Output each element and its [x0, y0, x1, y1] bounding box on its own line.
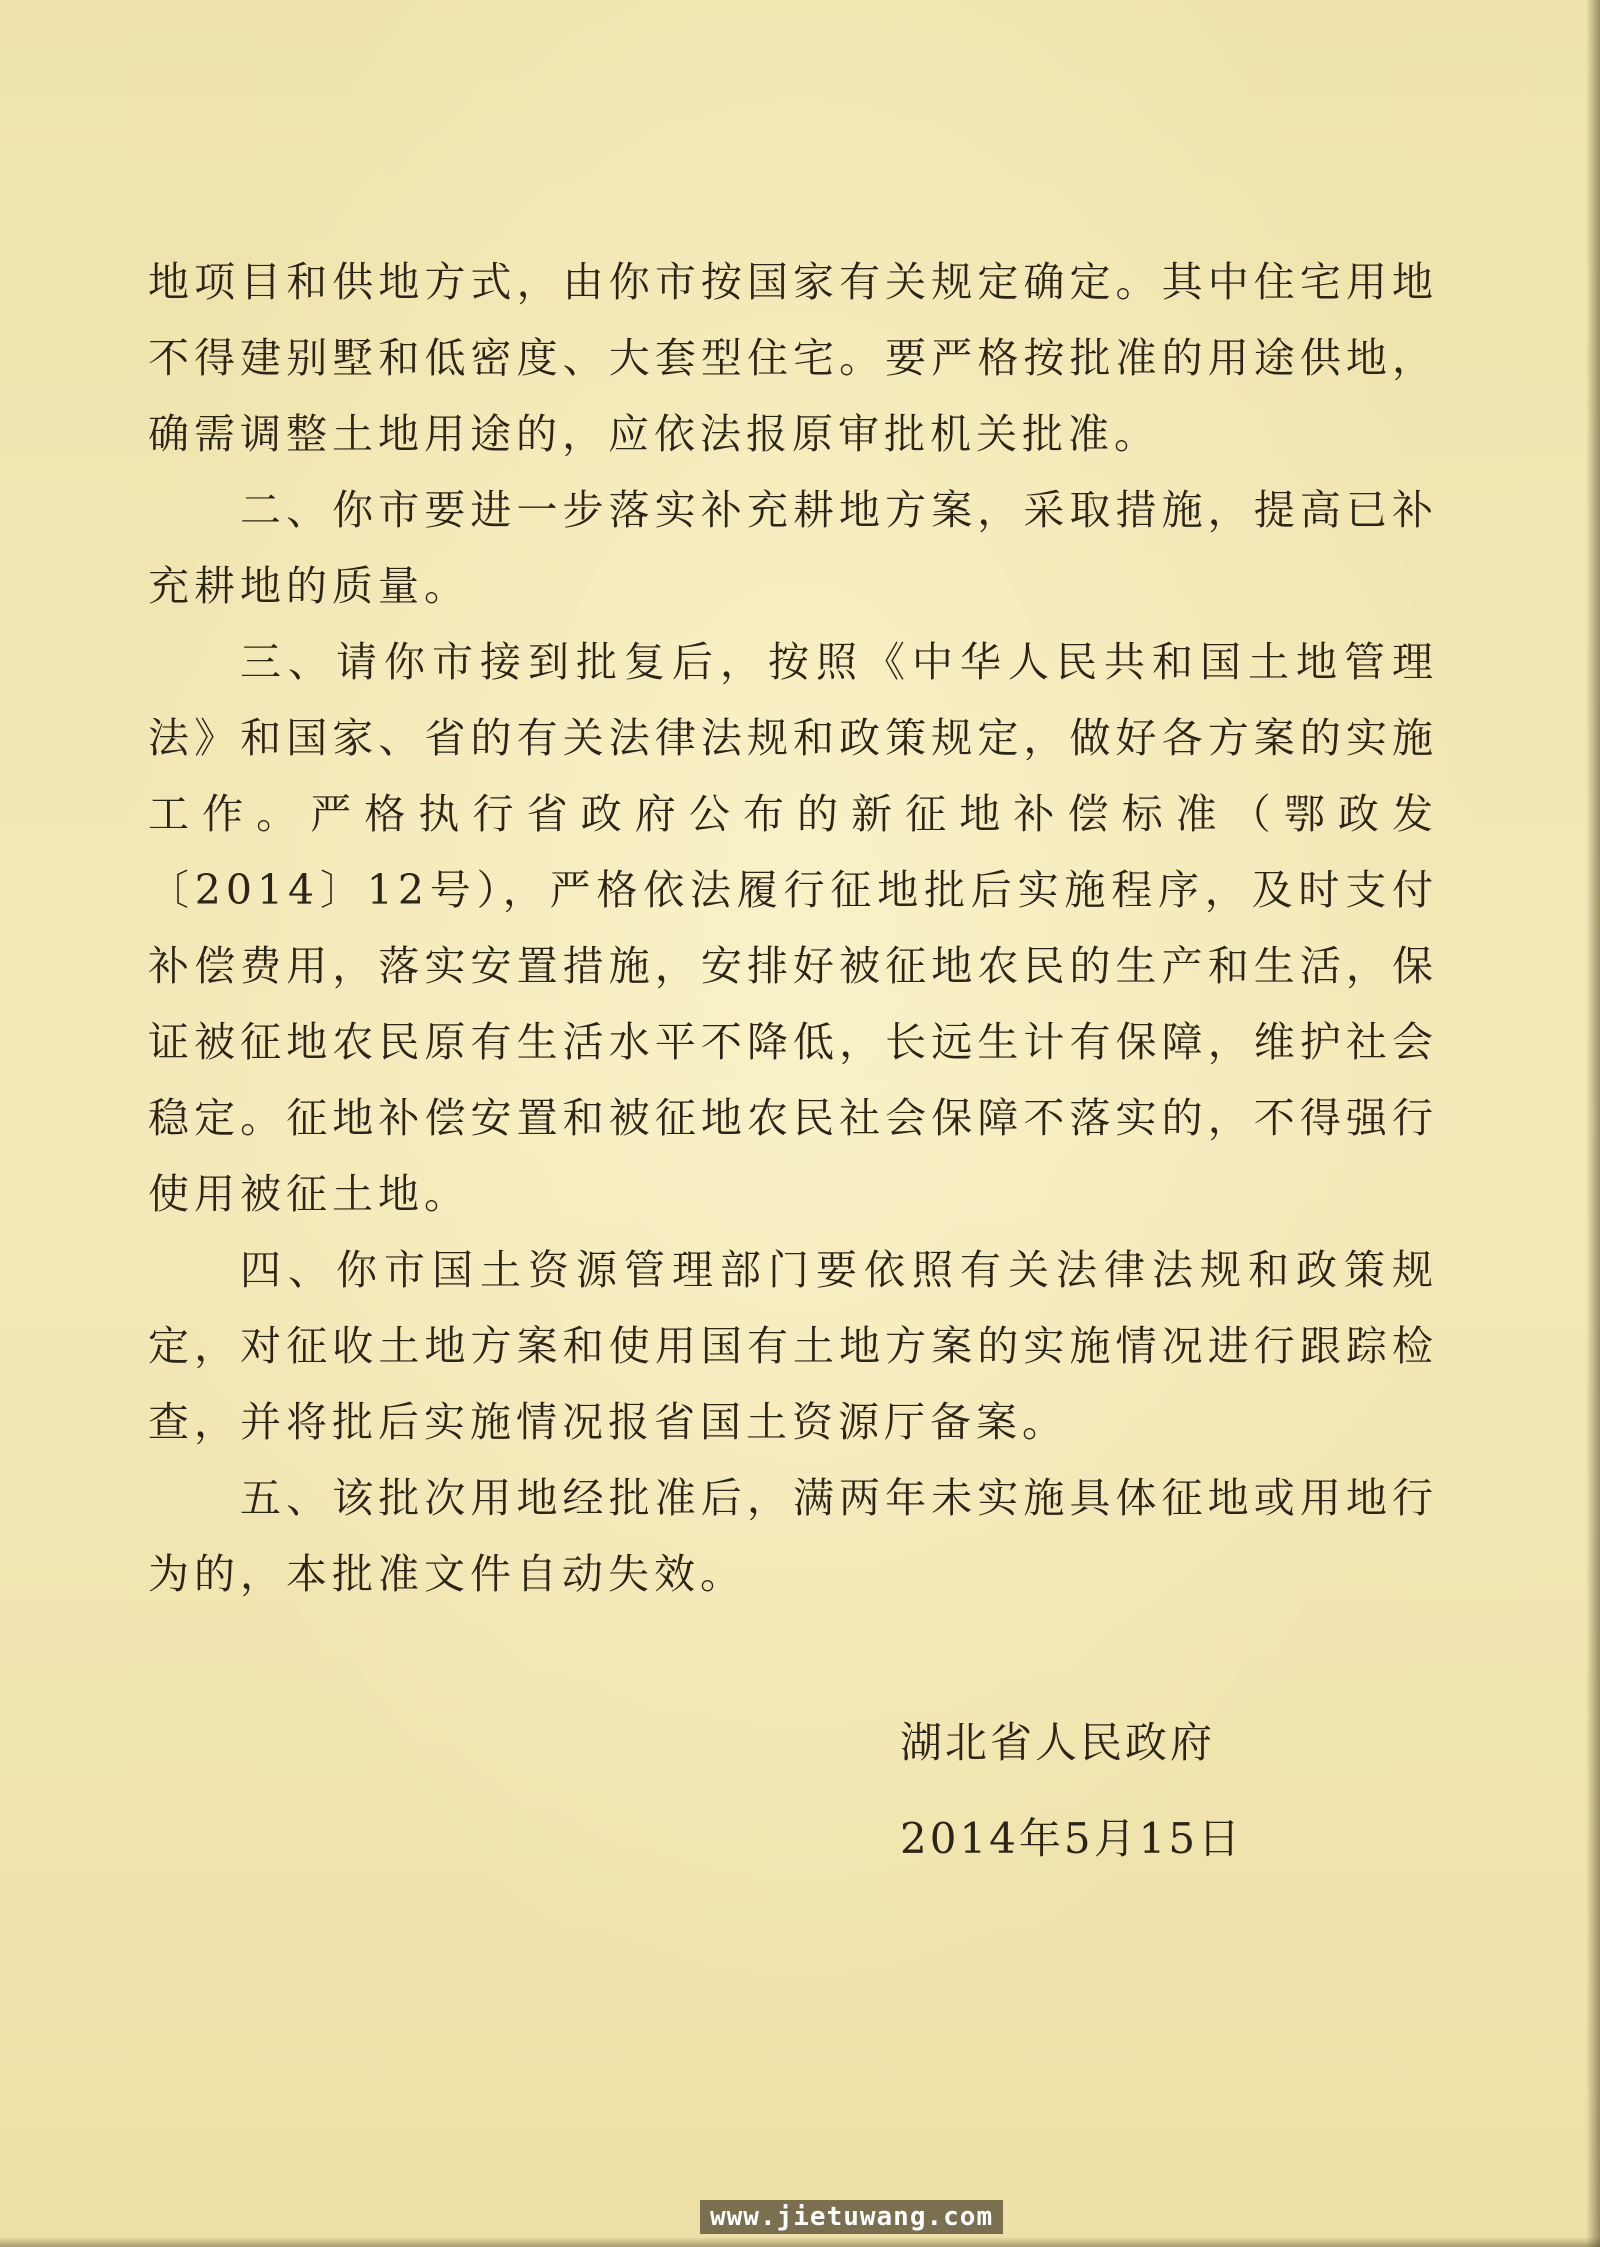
- issuer-name: 湖北省人民政府: [900, 1718, 1216, 1767]
- paragraph-item-4: 四、你市国土资源管理部门要依照有关法律法规和政策规定，对征收土地方案和使用国有土地方案的实施情况进行跟踪检查，并将批后实施情况报省国土资源厅备案。: [148, 1246, 1438, 1446]
- document-body: [148, 244, 1438, 1612]
- paragraph-continuation: 地项目和供地方式，由你市按国家有关规定确定。其中住宅用地不得建别墅和低密度、大套型住宅。要严格按批准的用途供地，确需调整土地用途的，应依法报原审批机关批准。: [148, 258, 1438, 458]
- signature-block: [900, 1695, 1243, 1887]
- issue-date: 2014年5月15日: [900, 1814, 1244, 1863]
- paragraph-item-3: 三、请你市接到批复后，按照《中华人民共和国土地管理法》和国家、省的有关法律法规和政策规定，做好各方案的实施工作。严格执行省政府公布的新征地补偿标准（鄂政发〔2014〕12号），严格依法履行征地批后实施程序，及时支付补偿费用，落实安置措施，安排好被征地农民的生产和生活，保证被征地农民原有生活水平不降低，长远生计有保障，维护社会稳定。征地补偿安置和被征地农民社会保障不落实的，不得强行使用被征土地。: [148, 638, 1438, 1218]
- page-edge-bottom: [0, 2237, 1600, 2247]
- site-watermark: www.jietuwang.com: [700, 2200, 1003, 2234]
- page-edge-shadow: [1586, 0, 1600, 2247]
- paragraph-item-5: 五、该批次用地经批准后，满两年未实施具体征地或用地行为的，本批准文件自动失效。: [148, 1474, 1438, 1598]
- paragraph-item-2: 二、你市要进一步落实补充耕地方案，采取措施，提高已补充耕地的质量。: [148, 486, 1438, 610]
